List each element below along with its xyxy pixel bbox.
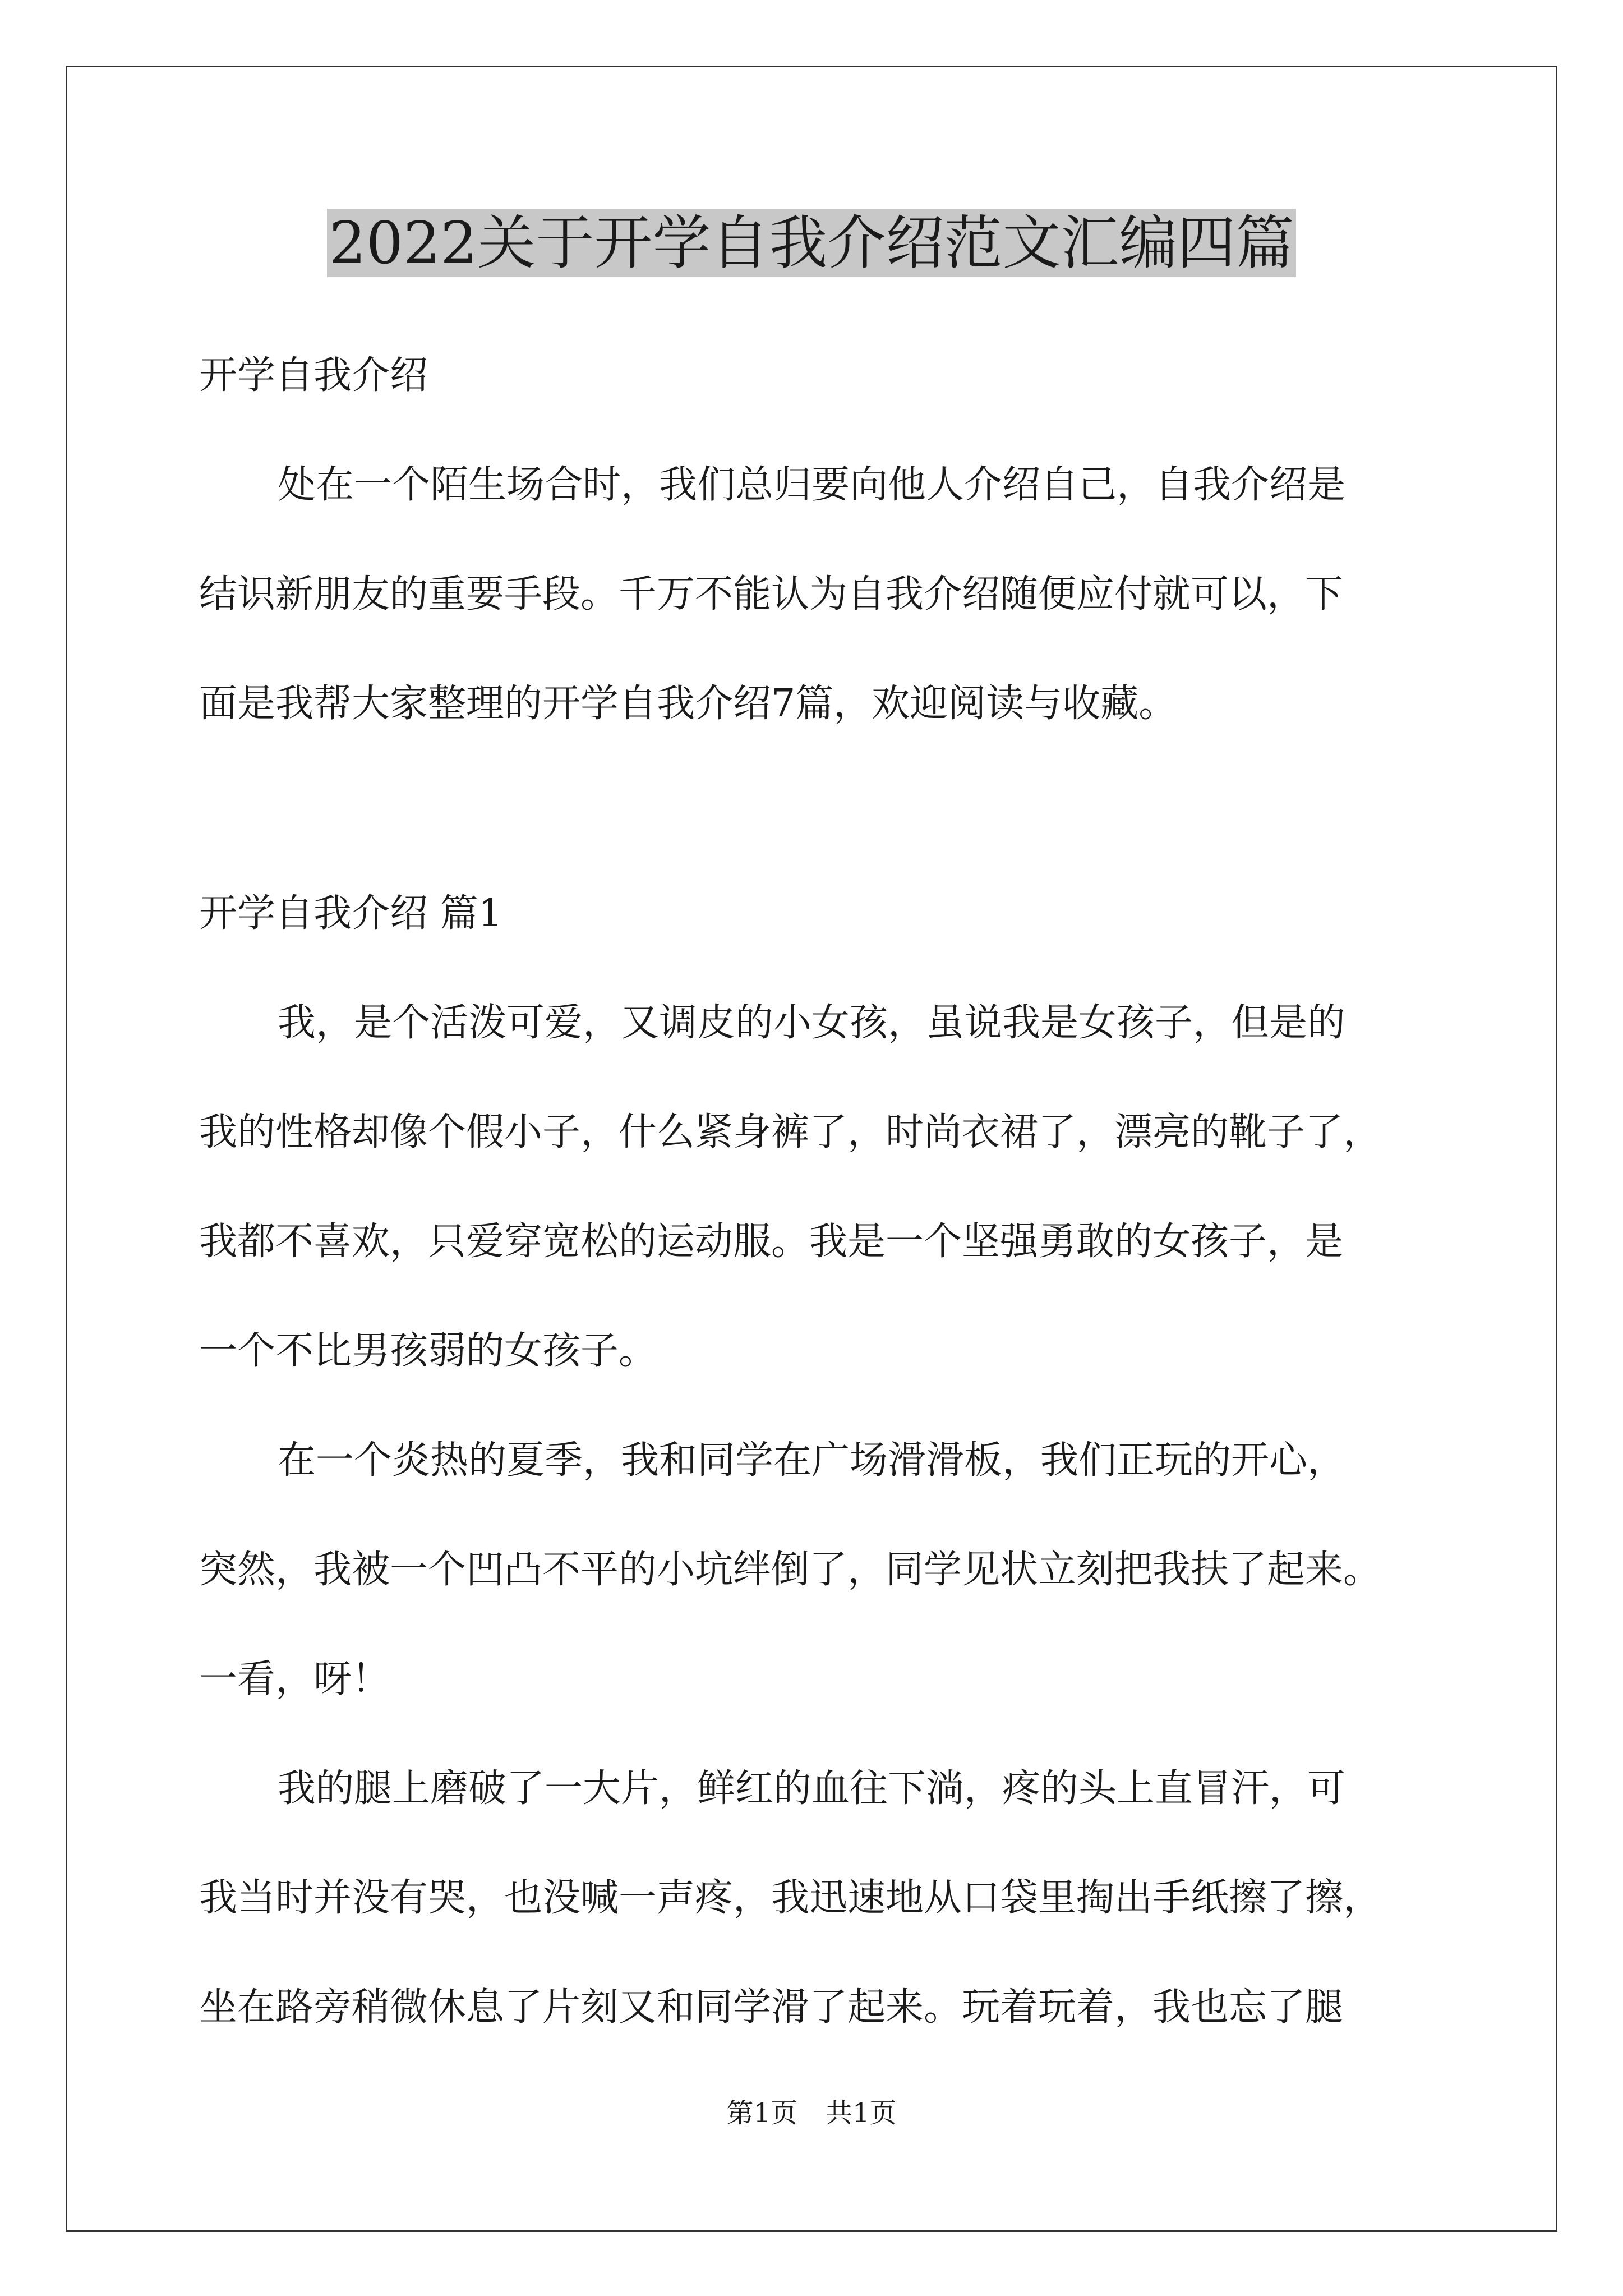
page-footer: [0, 2095, 1623, 2131]
section-heading-part-1: 开学自我介绍 篇1: [199, 891, 502, 936]
page-total: 共1页: [826, 2097, 897, 2129]
paragraph-line: 结识新朋友的重要手段。千万不能认为自我介绍随便应付就可以，下: [199, 572, 1344, 616]
paragraph-line: 我的性格却像个假小子，什么紧身裤了，时尚衣裙了，漂亮的靴子了，: [199, 1110, 1382, 1154]
paragraph-line: 面是我帮大家整理的开学自我介绍7篇，欢迎阅读与收藏。: [199, 682, 1177, 726]
paragraph-line: 坐在路旁稍微休息了片刻又和同学滑了起来。玩着玩着，我也忘了腿: [199, 1985, 1344, 2030]
paragraph-line: 处在一个陌生场合时，我们总归要向他人介绍自己，自我介绍是: [278, 463, 1346, 507]
paragraph-line: 突然，我被一个凹凸不平的小坑绊倒了，同学见状立刻把我扶了起来。: [199, 1548, 1382, 1592]
document-title: [0, 204, 1623, 282]
paragraph-line: 在一个炎热的夏季，我和同学在广场滑滑板，我们正玩的开心，: [278, 1438, 1346, 1483]
page-number: 第1页: [726, 2097, 797, 2129]
document-title-text: 2022关于开学自我介绍范文汇编四篇: [327, 209, 1297, 277]
paragraph-line: 我，是个活泼可爱，又调皮的小女孩，虽说我是女孩子，但是的: [278, 1001, 1346, 1045]
paragraph-line: 我的腿上磨破了一大片，鲜红的血往下淌，疼的头上直冒汗，可: [278, 1766, 1346, 1811]
paragraph-line: 我当时并没有哭，也没喊一声疼，我迅速地从口袋里掏出手纸擦了擦，: [199, 1876, 1382, 1920]
paragraph-line: 一个不比男孩弱的女孩子。: [199, 1329, 657, 1373]
paragraph-line: 一看，呀！: [199, 1657, 390, 1701]
section-heading-intro: 开学自我介绍: [199, 353, 428, 398]
paragraph-line: 我都不喜欢，只爱穿宽松的运动服。我是一个坚强勇敢的女孩子，是: [199, 1220, 1344, 1264]
